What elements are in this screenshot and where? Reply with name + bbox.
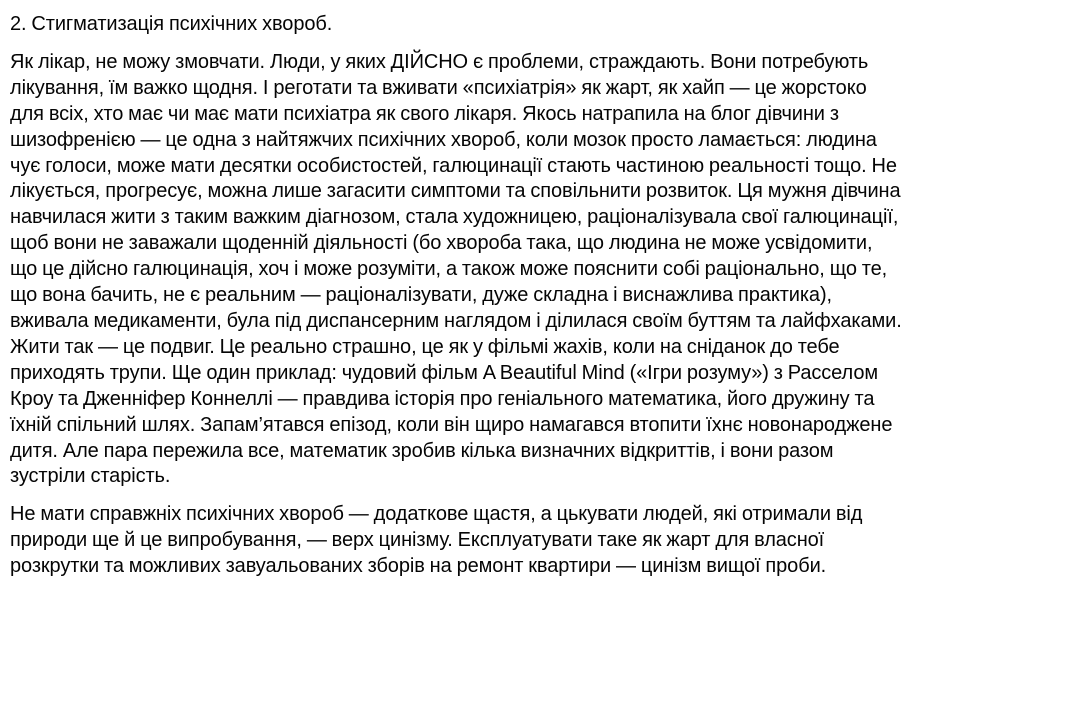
text-line: їхній спільний шлях. Запам’ятався епізод, коли він щиро намагався втопити їхнє новонароджене (10, 413, 893, 436)
text-line: навчилася жити з таким важким діагнозом, стала художницею, раціоналізувала свої галюцинації, (10, 206, 899, 229)
text-line: що це дійсно галюцинація, хоч і може розуміти, а також може пояснити собі раціонально, що те, (10, 258, 888, 281)
text-line: дитя. Але пара пережила все, математик зробив кілька визначних відкриттів, і вони разом (10, 439, 834, 462)
text-line: чує голоси, може мати десятки особистостей, галюцинації стають частиною реальності тощо. Не (10, 154, 897, 177)
text-line: шизофренією — це одна з найтяжчих психічних хвороб, коли мозок просто ламається: людина (10, 128, 877, 151)
text-line: розкрутки та можливих завуальованих зборів на ремонт квартири — цинізм вищої проби. (10, 555, 827, 578)
text-line: зустріли старість. (10, 465, 171, 488)
text-line: приходять трупи. Ще один приклад: чудовий фільм A Beautiful Mind («Ігри розуму») з Расселом (10, 361, 879, 384)
text-line: лікування, їм важко щодня. І реготати та вживати «психіатрія» як жарт, як хайп — це жорстоко (10, 76, 867, 99)
paragraph-heading (10, 12, 1082, 38)
text-line: Жити так — це подвиг. Це реально страшно, це як у фільмі жахів, коли на сніданок до тебе (10, 335, 840, 358)
text-line: Кроу та Дженніфер Коннеллі — правдива історія про геніального математика, його дружину та (10, 387, 875, 410)
text-line: Не мати справжніх психічних хвороб — додаткове щастя, а цькувати людей, які отримали від (10, 503, 863, 526)
paragraph-main (10, 50, 1082, 490)
text-line: лікується, прогресує, можна лише загасити симптоми та сповільнити розвиток. Ця мужня дівчина (10, 180, 901, 203)
text-line: для всіх, хто має чи має мати психіатра як свого лікаря. Якось натрапила на блог дівчини з (10, 102, 839, 125)
paragraph-conclusion (10, 502, 1082, 580)
text-line: що вона бачить, не є реальним — раціоналізувати, дуже складна і виснажлива практика), (10, 284, 832, 307)
text-line: вживала медикаменти, була під диспансерним наглядом і ділилася своїм буттям та лайфхаками. (10, 309, 902, 332)
text-line: щоб вони не заважали щоденній діяльності (бо хвороба така, що людина не може усвідомити, (10, 232, 873, 255)
text-line: природи ще й це випробування, — верх цинізму. Експлуатувати таке як жарт для власної (10, 529, 825, 552)
text-line: 2. Стигматизація психічних хвороб. (10, 13, 333, 35)
text-line: Як лікар, не можу змовчати. Люди, у яких ДІЙСНО є проблеми, страждають. Вони потребують (10, 50, 869, 73)
